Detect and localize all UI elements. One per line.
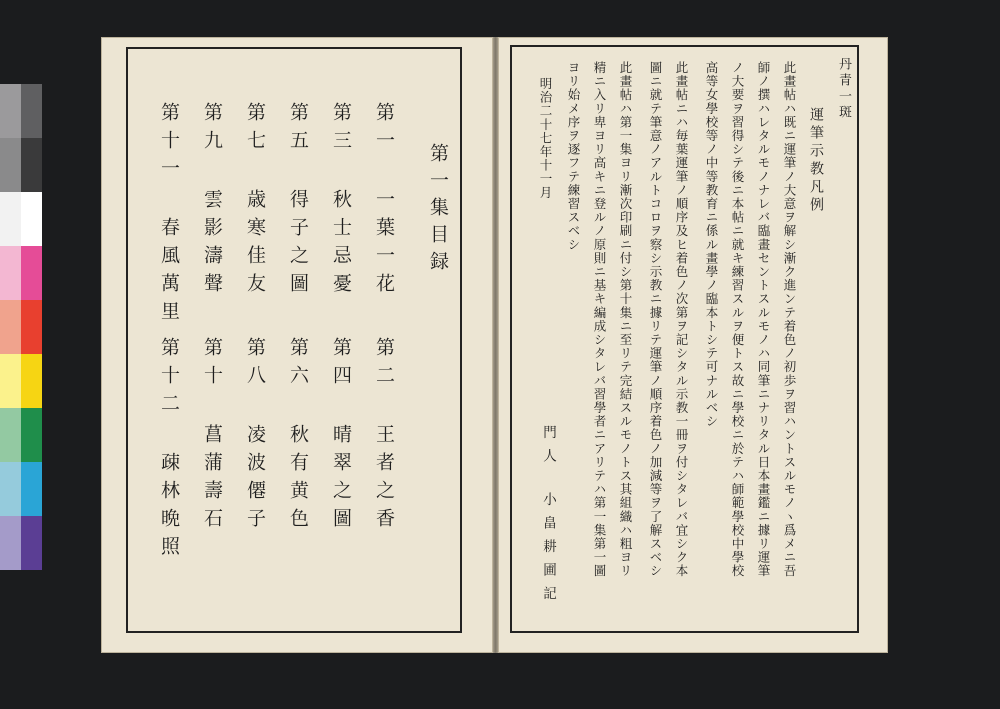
- section-heading: 運筆示教凡例: [808, 107, 824, 215]
- toc-entry: 第八 凌波僊子: [244, 337, 266, 536]
- text-column: 此畫帖ニハ毎葉運筆ノ順序及ヒ着色ノ次第ヲ記シタル示教一冊ヲ付シタレバ宜シク本: [674, 61, 689, 578]
- toc-entry: 第五 得子之圖: [287, 102, 309, 301]
- toc-entry: 第十 菖蒲壽石: [201, 337, 223, 536]
- calibration-chip: [21, 408, 42, 462]
- text-column: 高等女學校等ノ中等教育ニ係ル畫學ノ臨本トシテ可ナルベシ: [704, 61, 719, 429]
- page-header: 丹青一斑: [836, 57, 851, 121]
- calibration-chip: [0, 462, 21, 516]
- right-page: [498, 37, 888, 653]
- calibration-chip: [0, 84, 21, 138]
- left-page: [101, 37, 493, 653]
- calibration-chip: [0, 354, 21, 408]
- calibration-chip: [21, 138, 42, 192]
- text-column: 此畫帖ハ第一集ヨリ漸次印刷ニ付シ第十集ニ至リテ完結スルモノトス其組織ハ粗ヨリ: [618, 61, 633, 578]
- calibration-chip: [21, 84, 42, 138]
- calibration-chip: [21, 516, 42, 570]
- table-of-contents-title: 第一集目録: [427, 143, 449, 278]
- calibration-chip: [21, 192, 42, 246]
- calibration-chip: [0, 408, 21, 462]
- calibration-chip: [21, 462, 42, 516]
- text-column: 圖ニ就テ筆意ノアルトコロヲ察シ示教ニ據リテ運筆ノ順序着色ノ加減等ヲ了解スベシ: [648, 61, 663, 578]
- color-calibration-strip: [0, 84, 42, 572]
- text-column: ノ大要ヲ習得シテ後ニ本帖ニ就キ練習スルヲ便トス故ニ學校ニ於テハ師範學校中學校: [730, 61, 745, 578]
- toc-entry: 第九 雲影濤聲: [201, 102, 223, 301]
- toc-entry: 第六 秋有黄色: [287, 337, 309, 536]
- toc-entry: 第四 晴翠之圖: [330, 337, 352, 536]
- signature-name: 小畠耕圃記: [540, 492, 556, 610]
- toc-entry: 第十二 疎林晩照: [158, 337, 180, 564]
- calibration-chip: [0, 516, 21, 570]
- text-column: 師ノ撰ハレタルモノナレバ臨畫セントスルモノハ同筆ニナリタル日本畫鑑ニ據リ運筆: [756, 61, 771, 578]
- text-column: 此畫帖ハ既ニ運筆ノ大意ヲ解シ漸ク進ンテ着色ノ初歩ヲ習ハントスルモノヽ爲メニ吾: [782, 61, 797, 578]
- text-column: ヨリ始メ序ヲ逐フテ練習スベシ: [566, 61, 581, 252]
- signature-role: 門人: [540, 425, 556, 472]
- calibration-chip: [0, 138, 21, 192]
- calibration-chip: [0, 192, 21, 246]
- date-line: 明治二十七年十一月: [538, 77, 553, 200]
- toc-entry: 第一 一葉一花: [373, 102, 395, 301]
- calibration-chip: [0, 246, 21, 300]
- toc-entry: 第七 歳寒佳友: [244, 102, 266, 301]
- calibration-chip: [21, 300, 42, 354]
- toc-entry: 第三 秋士忌憂: [330, 102, 352, 301]
- calibration-chip: [21, 246, 42, 300]
- text-column: 精ニ入リ卑ヨリ高キニ登ルノ原則ニ基キ編成シタレバ習學者ニアリテハ第一集第一圖: [592, 61, 607, 578]
- toc-entry: 第二 王者之香: [373, 337, 395, 536]
- calibration-chip: [0, 300, 21, 354]
- calibration-chip: [21, 354, 42, 408]
- toc-entry: 第十一 春風萬里: [158, 102, 180, 329]
